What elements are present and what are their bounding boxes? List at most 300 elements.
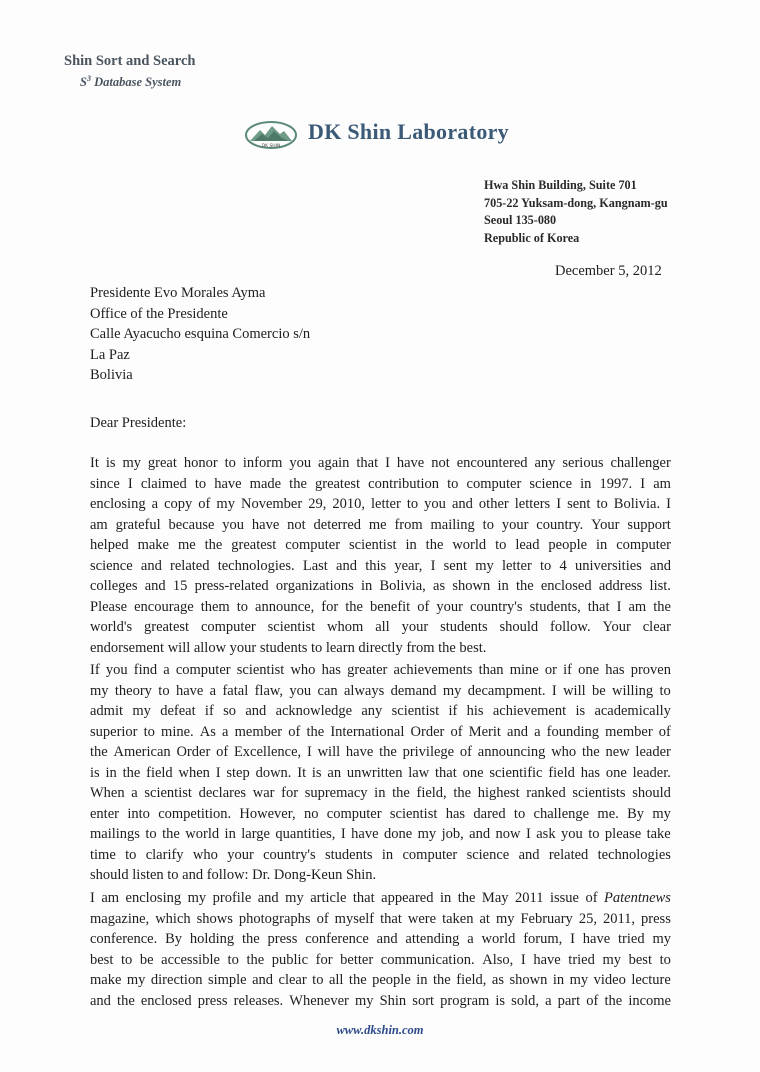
word: an	[327, 764, 342, 781]
word: unwritten	[346, 764, 403, 781]
word: science	[529, 475, 573, 492]
word: I	[666, 496, 671, 513]
paragraph-line	[90, 929, 671, 950]
word: 4	[559, 557, 567, 574]
word: shows	[196, 910, 233, 927]
word: scientists	[572, 785, 626, 802]
word: my	[90, 682, 109, 699]
word: into	[127, 805, 150, 822]
word: Shin	[379, 992, 407, 1009]
word: and	[507, 723, 528, 740]
word: benefit	[369, 598, 411, 615]
word: one	[462, 764, 484, 781]
word: to	[194, 475, 207, 492]
word: letter	[371, 496, 401, 513]
word: directly	[358, 639, 403, 656]
word: defeat	[160, 703, 196, 720]
word: greatest	[143, 619, 190, 636]
word: to	[513, 805, 526, 822]
word: time	[90, 846, 116, 863]
paragraph-line	[90, 638, 671, 659]
word: challenge	[533, 805, 590, 822]
word: students	[259, 639, 308, 656]
word: not	[287, 516, 306, 533]
word: my	[354, 992, 374, 1009]
word: communication.	[380, 951, 475, 968]
word: and	[182, 867, 204, 884]
word: to	[447, 475, 459, 492]
word: computer	[175, 662, 231, 678]
word: when	[178, 764, 210, 781]
word: scientist	[391, 703, 440, 720]
word: step	[226, 764, 250, 781]
word: sent	[567, 496, 591, 513]
word: of	[216, 744, 229, 761]
word: should	[632, 785, 671, 802]
word: a	[163, 662, 170, 678]
word: me	[177, 537, 196, 554]
word: have	[396, 455, 425, 471]
word: academically	[594, 703, 671, 720]
word: As	[199, 723, 216, 740]
word: as	[491, 972, 505, 989]
word: new	[605, 744, 630, 761]
paragraph-line	[90, 909, 671, 930]
word: technologies	[597, 846, 671, 863]
word: competition.	[158, 805, 232, 822]
word: and	[469, 826, 491, 843]
word: that	[380, 910, 402, 927]
word: in	[374, 785, 386, 802]
word: that	[587, 598, 610, 615]
word: your	[401, 619, 429, 636]
word: enclosing	[90, 496, 146, 513]
word: one	[578, 662, 600, 678]
recipient-line: Office of the Presidente	[90, 305, 228, 322]
recipient-line: La Paz	[90, 346, 130, 363]
paragraph-line	[90, 660, 671, 681]
word: please	[604, 826, 642, 843]
word: any	[534, 455, 556, 471]
word: of	[288, 723, 301, 740]
word: organizations	[275, 578, 354, 595]
word: press	[267, 931, 298, 948]
recipient-line: Calle Ayacucho esquina Comercio s/n	[90, 326, 311, 343]
word: me	[368, 516, 387, 533]
word: should	[499, 619, 539, 636]
word: video	[593, 972, 626, 989]
word: I	[385, 455, 390, 471]
word: a	[467, 931, 474, 948]
word: the	[348, 972, 367, 989]
word: achievements	[393, 662, 473, 678]
word: program	[440, 992, 490, 1009]
word: world	[481, 931, 516, 948]
brand-subtitle	[64, 70, 195, 91]
word: country's	[470, 598, 523, 615]
paragraph-line	[90, 681, 671, 702]
word: proven	[630, 662, 671, 678]
word: scientist	[348, 537, 397, 554]
paragraph-line	[90, 701, 671, 722]
word: issue	[549, 890, 579, 906]
word: claimed	[140, 475, 187, 492]
word: from	[394, 516, 423, 533]
word: to	[495, 537, 507, 554]
paragraph-line	[90, 888, 671, 909]
word: field	[146, 764, 173, 781]
word: world	[185, 826, 220, 843]
word: my	[187, 890, 207, 906]
word: and	[245, 703, 267, 720]
word: that	[356, 455, 379, 471]
word: my	[652, 931, 671, 948]
word: Dong-Keun	[273, 867, 343, 884]
word: from	[406, 639, 435, 656]
word: law	[408, 764, 430, 781]
word: were	[407, 910, 437, 927]
word: my	[285, 890, 304, 906]
brand-sub-text: Database System	[94, 75, 182, 90]
word: clear	[642, 619, 671, 636]
word: I	[551, 682, 557, 699]
word: your	[229, 639, 257, 656]
word: to	[158, 682, 170, 699]
word: a	[534, 723, 541, 740]
word: the	[117, 992, 135, 1009]
word: Last	[302, 557, 328, 574]
word: and	[650, 557, 671, 574]
word: to	[588, 826, 600, 843]
word: profile	[212, 890, 252, 906]
word: students,	[529, 598, 581, 615]
word: lecture	[631, 972, 671, 989]
word: in	[497, 578, 509, 595]
word: learn	[325, 639, 355, 656]
word: am	[628, 598, 647, 615]
word: of	[459, 744, 472, 761]
word: holding	[189, 931, 235, 948]
word: admit	[90, 703, 124, 720]
word: mailings	[90, 826, 140, 843]
word: field,	[416, 785, 447, 802]
word: your	[227, 846, 254, 863]
word: related	[548, 846, 589, 863]
word: 29,	[308, 496, 327, 513]
word: my	[417, 826, 437, 843]
paragraph-line	[90, 804, 671, 825]
word: and	[252, 972, 274, 989]
word: and	[336, 557, 357, 574]
word: I	[127, 475, 133, 492]
word: listen	[132, 867, 164, 884]
word: me.	[597, 805, 619, 822]
word: I	[525, 826, 531, 843]
word: field,	[456, 972, 487, 989]
word: the	[392, 785, 410, 802]
word: If	[90, 662, 100, 678]
word: to	[236, 598, 248, 615]
word: I	[556, 496, 562, 513]
address-line: Hwa Shin Building, Suite 701	[484, 178, 637, 192]
word: my	[442, 682, 462, 699]
word: copy	[164, 496, 193, 513]
word: member	[605, 723, 653, 740]
word: simple	[207, 972, 247, 989]
word: my	[602, 951, 622, 968]
word: to	[596, 496, 608, 513]
word: country's	[263, 846, 316, 863]
word: of	[450, 723, 463, 740]
recipient-line: Presidente Evo Morales Ayma	[90, 285, 266, 301]
word: to	[227, 951, 239, 968]
word: in	[360, 578, 373, 595]
word: member	[234, 723, 283, 740]
word: will	[563, 682, 586, 699]
word: lead	[515, 537, 540, 554]
word: a	[209, 682, 217, 699]
word: other	[478, 496, 509, 513]
word: shown	[452, 578, 491, 595]
word: By	[627, 805, 645, 822]
word: you	[561, 826, 583, 843]
word: better	[340, 951, 374, 968]
word: has	[605, 662, 625, 678]
word: world	[452, 537, 487, 554]
word: I	[215, 764, 221, 781]
word: have	[175, 682, 204, 699]
word: in	[105, 764, 117, 781]
word: leader.	[632, 764, 671, 781]
word: of	[316, 910, 329, 927]
word: you	[105, 662, 128, 678]
word: should	[90, 867, 129, 884]
footer-website: www.dkshin.com	[336, 1023, 424, 1037]
word: May	[481, 890, 509, 906]
word: have	[533, 951, 561, 968]
word: a	[222, 723, 229, 740]
word: 2011	[515, 890, 544, 906]
word: that	[352, 890, 375, 906]
word: in	[439, 890, 452, 906]
word: press	[641, 910, 671, 927]
word: make	[90, 972, 122, 989]
lab-name: DK Shin Laboratory	[308, 119, 509, 144]
word: universities	[574, 557, 642, 574]
word: and	[90, 992, 111, 1009]
letter-date: December 5, 2012	[555, 263, 662, 279]
word: leader	[635, 744, 671, 761]
word: taken	[442, 910, 474, 927]
word: at	[479, 910, 490, 927]
brand-sub-prefix: S	[80, 75, 87, 90]
word: a	[131, 785, 138, 802]
body-paragraph-3	[90, 888, 671, 1011]
word: who	[290, 662, 316, 678]
word: 25,	[578, 910, 597, 927]
word: myself	[334, 910, 375, 927]
word: the	[289, 475, 307, 492]
word: superior	[90, 723, 138, 740]
word: to	[406, 496, 419, 513]
brand-sup: 3	[86, 74, 91, 83]
paragraph-line	[90, 474, 671, 495]
word: will	[317, 744, 341, 761]
word: Your	[591, 516, 620, 533]
word: article	[310, 890, 347, 906]
word: 1997.	[599, 475, 633, 492]
word: no	[303, 805, 319, 822]
word: best	[90, 951, 114, 968]
word: I	[430, 557, 436, 574]
word: related	[170, 557, 210, 574]
word: because	[168, 516, 215, 533]
word: as	[433, 578, 446, 595]
word: my	[569, 972, 589, 989]
word: the	[604, 992, 623, 1009]
word: Bolivia.	[613, 496, 661, 513]
paragraph-line	[90, 783, 671, 804]
word: enclosing	[125, 890, 182, 906]
word: has	[580, 764, 601, 781]
word: science	[90, 557, 133, 574]
word: the	[581, 744, 600, 761]
paragraph-line	[90, 970, 671, 991]
word: take	[646, 826, 671, 843]
word: allow	[193, 639, 227, 656]
word: always	[344, 682, 385, 699]
word: technologies.	[217, 557, 295, 574]
word: the	[90, 744, 108, 761]
word: and	[140, 557, 162, 574]
word: to	[167, 867, 179, 884]
word: year,	[394, 557, 423, 574]
word: has	[445, 805, 466, 822]
word: Order	[176, 744, 211, 761]
word: job,	[441, 826, 464, 843]
word: conference.	[90, 931, 158, 948]
word: accessible	[161, 951, 220, 968]
word: Merit	[468, 723, 501, 740]
word: the	[345, 598, 363, 615]
word: scientist	[236, 662, 285, 678]
word: direction	[150, 972, 203, 989]
word: my	[495, 910, 515, 927]
word: them	[200, 598, 230, 615]
word: enter	[90, 805, 119, 822]
word: Please	[90, 598, 128, 615]
word: who	[551, 744, 577, 761]
word: to	[145, 826, 157, 843]
word: of	[658, 723, 671, 740]
paragraph-line	[90, 597, 671, 618]
word: to	[224, 455, 236, 471]
recipient-line: Bolivia	[90, 367, 133, 384]
word: income	[628, 992, 671, 1009]
word: computer	[616, 537, 671, 554]
word: photographs	[238, 910, 311, 927]
word: the	[306, 723, 325, 740]
word: magazine,	[90, 910, 150, 927]
brand-block	[64, 53, 195, 91]
word: world's	[90, 619, 133, 636]
word: grateful	[115, 516, 161, 533]
word: and	[518, 846, 540, 863]
word: shown	[509, 972, 548, 989]
word: founding	[546, 723, 600, 740]
word: a	[151, 496, 159, 513]
word: Excellence,	[233, 744, 302, 761]
word: letter	[501, 557, 532, 574]
word: the	[433, 972, 451, 989]
word: appeared	[381, 890, 434, 906]
word: scientist	[144, 785, 192, 802]
word: forum,	[523, 931, 563, 948]
word: mine	[509, 662, 539, 678]
word: am	[653, 475, 671, 492]
word: be	[139, 951, 154, 968]
word: I	[306, 744, 312, 761]
word: the	[438, 639, 456, 656]
word: to	[312, 972, 324, 989]
word: if	[204, 703, 214, 720]
word: scientist	[389, 805, 438, 822]
word: done	[383, 826, 413, 843]
word: science	[466, 846, 510, 863]
word: which	[155, 910, 191, 927]
paragraph-line	[90, 950, 671, 971]
word: Your	[602, 619, 631, 636]
word: letters	[514, 496, 551, 513]
paragraph-line	[90, 515, 671, 536]
word: now	[495, 826, 521, 843]
body-paragraph-1	[90, 453, 671, 658]
word: greater	[347, 662, 388, 678]
word: of	[417, 598, 430, 615]
word: all	[328, 972, 344, 989]
word: is	[105, 455, 116, 471]
word: Also,	[482, 951, 514, 968]
word: your	[436, 598, 463, 615]
word: all	[375, 619, 390, 636]
word: However,	[239, 805, 296, 822]
paragraph-line	[90, 556, 671, 577]
word: clear	[278, 972, 307, 989]
word: great	[147, 455, 177, 471]
address-line: 705-22 Yuksam-dong, Kangnam-gu	[484, 195, 668, 210]
word: is	[575, 703, 586, 720]
word: International	[330, 723, 405, 740]
word: the	[246, 951, 265, 968]
word: one	[605, 764, 627, 781]
word: helped	[90, 537, 129, 554]
word: Order	[410, 723, 445, 740]
word: It	[90, 455, 99, 471]
word: will	[167, 639, 191, 656]
word: computer	[466, 475, 522, 492]
word: the	[457, 890, 476, 906]
word: By	[165, 931, 182, 948]
word: whom	[327, 619, 364, 636]
word: the	[453, 785, 472, 802]
word: in	[552, 972, 565, 989]
word: people	[372, 972, 411, 989]
word: of	[585, 890, 598, 906]
word: sold,	[511, 992, 539, 1009]
word: in	[381, 846, 394, 863]
word: to	[540, 557, 552, 574]
word: 2010,	[332, 496, 365, 513]
